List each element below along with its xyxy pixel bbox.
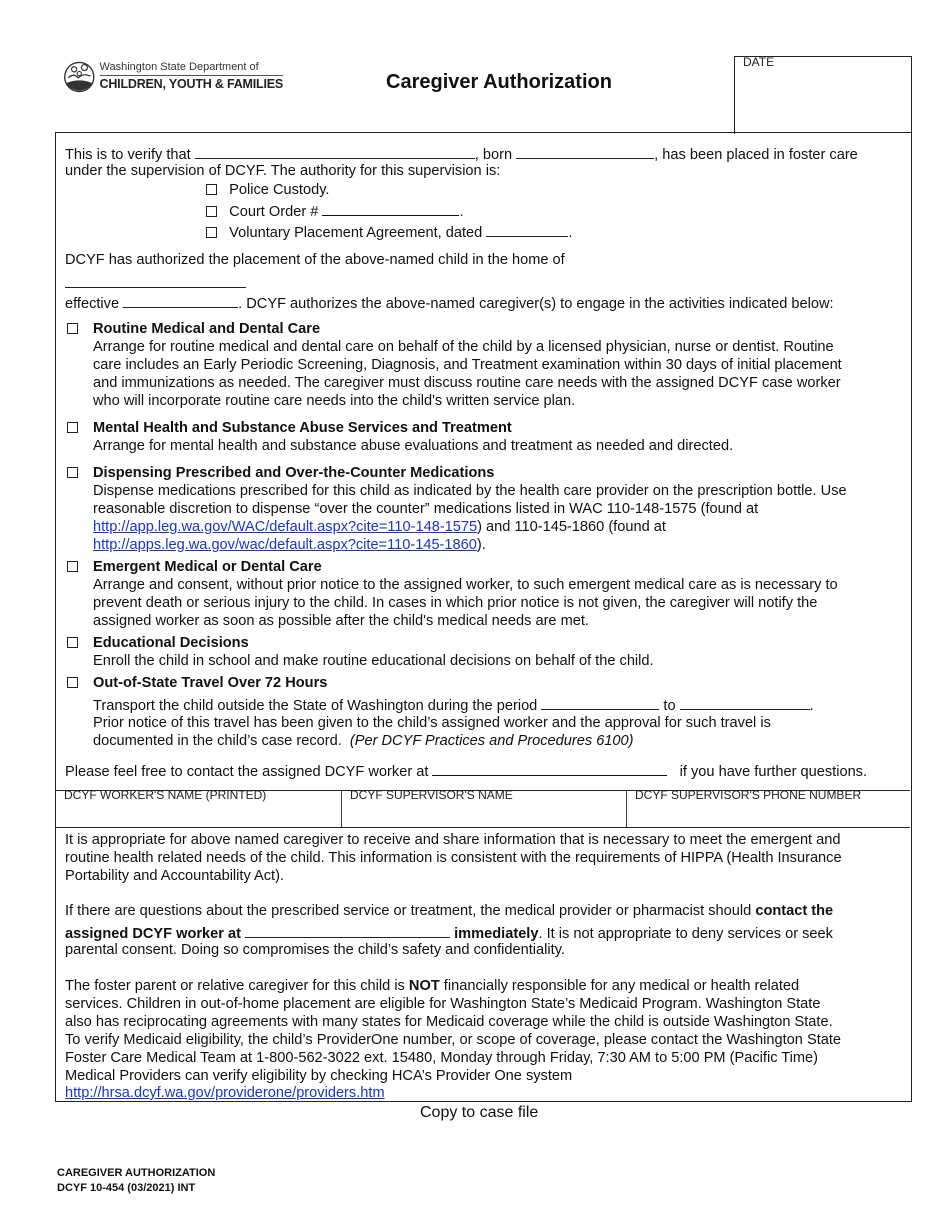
travel-from-date-field[interactable] <box>541 696 659 710</box>
police-custody-checkbox[interactable] <box>206 184 217 195</box>
activity-emergent-care <box>67 558 78 576</box>
activity-text: care includes an Early Periodic Screening, Diagnosis, and Treatment examination within 30 days of initial placement <box>93 357 842 373</box>
policy-citation: (Per DCYF Practices and Procedures 6100) <box>349 733 634 749</box>
hipaa-text: It is appropriate for above named caregiver to receive and share information that is necessary to meet the emergent and <box>65 832 841 848</box>
activity-text: who will incorporate routine care needs into the child's written service plan. <box>93 393 576 409</box>
voluntary-placement-checkbox[interactable] <box>206 227 217 238</box>
financial-text: Medical Providers can verify eligibility by checking HCA’s Provider One system <box>65 1068 573 1084</box>
routine-medical-checkbox[interactable] <box>67 323 78 334</box>
questions-text: assigned DCYF worker at immediately. It is not appropriate to deny services or seek <box>65 926 833 942</box>
effective-date-field[interactable] <box>123 294 238 308</box>
activity-text: Arrange and consent, without prior notice to the assigned worker, to such emergent medical care as is necessary to <box>93 577 838 593</box>
family-logo-icon <box>63 58 96 96</box>
activity-title: Emergent Medical or Dental Care <box>93 559 322 575</box>
birth-date-field[interactable] <box>516 145 654 159</box>
hipaa-text: routine health related needs of the child. This information is consistent with the requirements of HIPPA (Health Insurance <box>65 850 842 866</box>
form-name: CAREGIVER AUTHORIZATION <box>57 1167 216 1179</box>
activity-text: Enroll the child in school and make routine educational decisions on behalf of the child. <box>93 653 654 669</box>
effective-line: effective . DCYF authorizes the above-named caregiver(s) to engage in the activities indicated below: <box>65 296 834 312</box>
form-number: DCYF 10-454 (03/2021) INT <box>57 1182 196 1194</box>
travel-to-date-field[interactable] <box>680 696 810 710</box>
mental-health-checkbox[interactable] <box>67 422 78 433</box>
dcyf-logo <box>63 55 283 99</box>
form-footer <box>57 1166 215 1196</box>
date-label: DATE <box>743 55 775 69</box>
wac-110-148-1575-link[interactable]: http://app.leg.wa.gov/WAC/default.aspx?cite=110-148-1575 <box>93 519 478 535</box>
financial-text: services. Children in out-of-home placement are eligible for Washington State’s Medicaid Program. Washington State <box>65 996 821 1012</box>
date-field[interactable] <box>734 56 912 134</box>
supervision-line: under the supervision of DCYF. The authority for this supervision is: <box>65 163 501 179</box>
educational-checkbox[interactable] <box>67 637 78 648</box>
hipaa-text: Portability and Accountability Act). <box>65 868 285 884</box>
activity-text: documented in the child’s case record. (Per DCYF Practices and Procedures 6100) <box>93 733 634 749</box>
authority-voluntary-placement: Voluntary Placement Agreement, dated . <box>206 223 572 242</box>
signature-row <box>56 790 910 828</box>
activity-routine-medical <box>67 320 78 338</box>
page-title: Caregiver Authorization <box>386 71 612 93</box>
activity-text: Transport the child outside the State of Washington during the period to . <box>93 698 814 714</box>
authority-court-order: Court Order # . <box>206 202 464 221</box>
medications-checkbox[interactable] <box>67 467 78 478</box>
activity-text: Dispense medications prescribed for this child as indicated by the health care provider on the prescription bottle. Use <box>93 483 847 499</box>
supervisor-phone-field[interactable]: DCYF SUPERVISOR'S PHONE NUMBER <box>626 791 910 827</box>
court-order-checkbox[interactable] <box>206 206 217 217</box>
financial-text: also has reciprocating agreements with many states for Medicaid coverage while the child is outside Washington State. <box>65 1014 833 1030</box>
logo-line1: Washington State Department of <box>100 61 283 76</box>
questions-text: If there are questions about the prescribed service or treatment, the medical provider or pharmacist should contact the <box>65 903 834 919</box>
financial-text: To verify Medicaid eligibility, the child’s ProviderOne number, or scope of coverage, please contact the Washington State <box>65 1032 842 1048</box>
contact-line: Please feel free to contact the assigned DCYF worker at if you have further questions. <box>65 764 868 780</box>
travel-checkbox[interactable] <box>67 677 78 688</box>
caregiver-name-field[interactable] <box>65 274 246 288</box>
activity-travel <box>67 674 78 692</box>
emergent-care-checkbox[interactable] <box>67 561 78 572</box>
court-order-number-field[interactable] <box>322 202 459 216</box>
child-name-field[interactable] <box>195 145 475 159</box>
activity-text: Arrange for mental health and substance abuse evaluations and treatment as needed and directed. <box>93 438 734 454</box>
activity-text: Arrange for routine medical and dental care on behalf of the child by a licensed physician, nurse or dentist. Routine <box>93 339 834 355</box>
vpa-date-field[interactable] <box>486 223 568 237</box>
activity-educational <box>67 634 78 652</box>
activity-text: assigned worker as soon as possible after the child's medical needs are met. <box>93 613 589 629</box>
activity-title: Educational Decisions <box>93 635 249 651</box>
activity-title: Mental Health and Substance Abuse Services and Treatment <box>93 420 512 436</box>
supervisor-name-field[interactable]: DCYF SUPERVISOR'S NAME <box>341 791 626 827</box>
providerone-link[interactable]: http://hrsa.dcyf.wa.gov/providerone/providers.htm <box>65 1085 385 1101</box>
authority-police-custody: Police Custody. <box>206 181 329 199</box>
wac-110-145-1860-link[interactable]: http://apps.leg.wa.gov/wac/default.aspx?cite=110-145-1860 <box>93 537 477 553</box>
activity-mental-health <box>67 419 78 437</box>
contact-worker-field[interactable] <box>432 762 667 776</box>
logo-line2: CHILDREN, YOUTH & FAMILIES <box>99 77 283 91</box>
copy-note: Copy to case file <box>420 1104 539 1121</box>
activity-title: Routine Medical and Dental Care <box>93 321 321 337</box>
activity-text: http://app.leg.wa.gov/WAC/default.aspx?cite=110-148-1575) and 110-145-1860 (found at <box>93 519 666 535</box>
questions-worker-field[interactable] <box>245 924 450 938</box>
questions-text: parental consent. Doing so compromises the child’s safety and confidentiality. <box>65 942 565 958</box>
activity-text: reasonable discretion to dispense “over the counter” medications listed in WAC 110-148-1575 (found at <box>93 501 759 517</box>
financial-text <box>65 1084 385 1102</box>
activity-medications <box>67 464 78 482</box>
verify-line: This is to verify that , born , has been placed in foster care <box>65 147 858 163</box>
activity-text: prevent death or serious injury to the child. In cases in which prior notice is not given, the caregiver will notify the <box>93 595 818 611</box>
form-body <box>55 132 912 1102</box>
financial-text: The foster parent or relative caregiver for this child is NOT financially responsible for any medical or health related <box>65 978 800 994</box>
worker-name-field[interactable]: DCYF WORKER'S NAME (PRINTED) <box>64 788 267 802</box>
activity-text: http://apps.leg.wa.gov/wac/default.aspx?cite=110-145-1860). <box>93 537 486 553</box>
financial-text: Foster Care Medical Team at 1-800-562-3022 ext. 15480, Monday through Friday, 7:30 AM to 5:00 PM (Pacific Time) <box>65 1050 819 1066</box>
activity-text: and immunizations as needed. The caregiver must discuss routine care needs with the assigned DCYF case worker <box>93 375 841 391</box>
activity-text: Prior notice of this travel has been given to the child’s assigned worker and the approval for such travel is <box>93 715 771 731</box>
activity-title: Dispensing Prescribed and Over-the-Counter Medications <box>93 465 495 481</box>
placement-line: DCYF has authorized the placement of the above-named child in the home of <box>65 252 565 268</box>
activity-title: Out-of-State Travel Over 72 Hours <box>93 675 328 691</box>
